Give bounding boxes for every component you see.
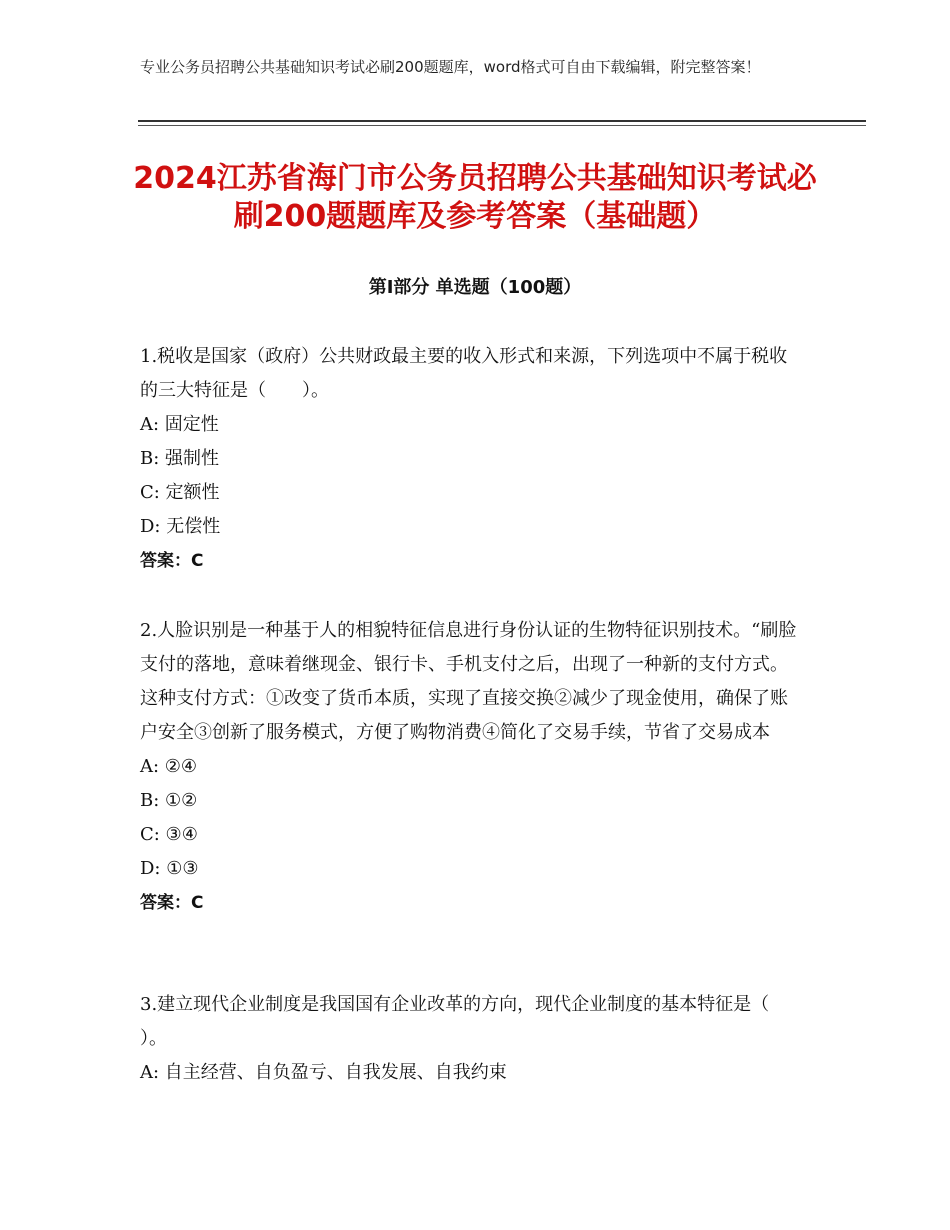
answer-line: 答案：C (140, 551, 204, 571)
question-2 (140, 614, 800, 920)
document-title: 2024江苏省海门市公务员招聘公共基础知识考试必刷200题题库及参考答案（基础题） (133, 161, 817, 234)
question-stem: 2.人脸识别是一种基于人的相貌特征信息进行身份认证的生物特征识别技术。“刷脸支付的落地，意味着继现金、银行卡、手机支付之后，出现了一种新的支付方式。这种支付方式：①改变了货币本质，实现了直接交换②减少了现金使用，确保了账户安全③创新了服务模式，方便了购物消费④简化了交易手续，节省了交易成本 (140, 620, 797, 743)
header-note: 专业公务员招聘公共基础知识考试必刷200题题库，word格式可自由下载编辑，附完整答案！ (140, 58, 761, 76)
option-a: A: 固定性 (140, 414, 219, 435)
option-b: B: ①② (140, 790, 198, 811)
question-3 (140, 988, 800, 1090)
question-stem: 1.税收是国家（政府）公共财政最主要的收入形式和来源，下列选项中不属于税收的三大特征是（ ）。 (140, 346, 788, 401)
option-c: C: ③④ (140, 824, 198, 845)
header-divider-thick (138, 120, 866, 122)
option-d: D: ①③ (140, 858, 199, 879)
option-a: A: 自主经营、自负盈亏、自我发展、自我约束 (140, 1062, 507, 1083)
option-b: B: 强制性 (140, 448, 220, 469)
answer-line: 答案：C (140, 893, 204, 913)
option-c: C: 定额性 (140, 482, 220, 503)
option-a: A: ②④ (140, 756, 198, 777)
question-stem: 3.建立现代企业制度是我国国有企业改革的方向，现代企业制度的基本特征是（ ）。 (140, 994, 770, 1049)
option-d: D: 无偿性 (140, 516, 221, 537)
part-heading: 第Ⅰ部分 单选题（100题） (368, 277, 582, 298)
header-divider-thin (138, 125, 866, 126)
question-1 (140, 340, 800, 578)
